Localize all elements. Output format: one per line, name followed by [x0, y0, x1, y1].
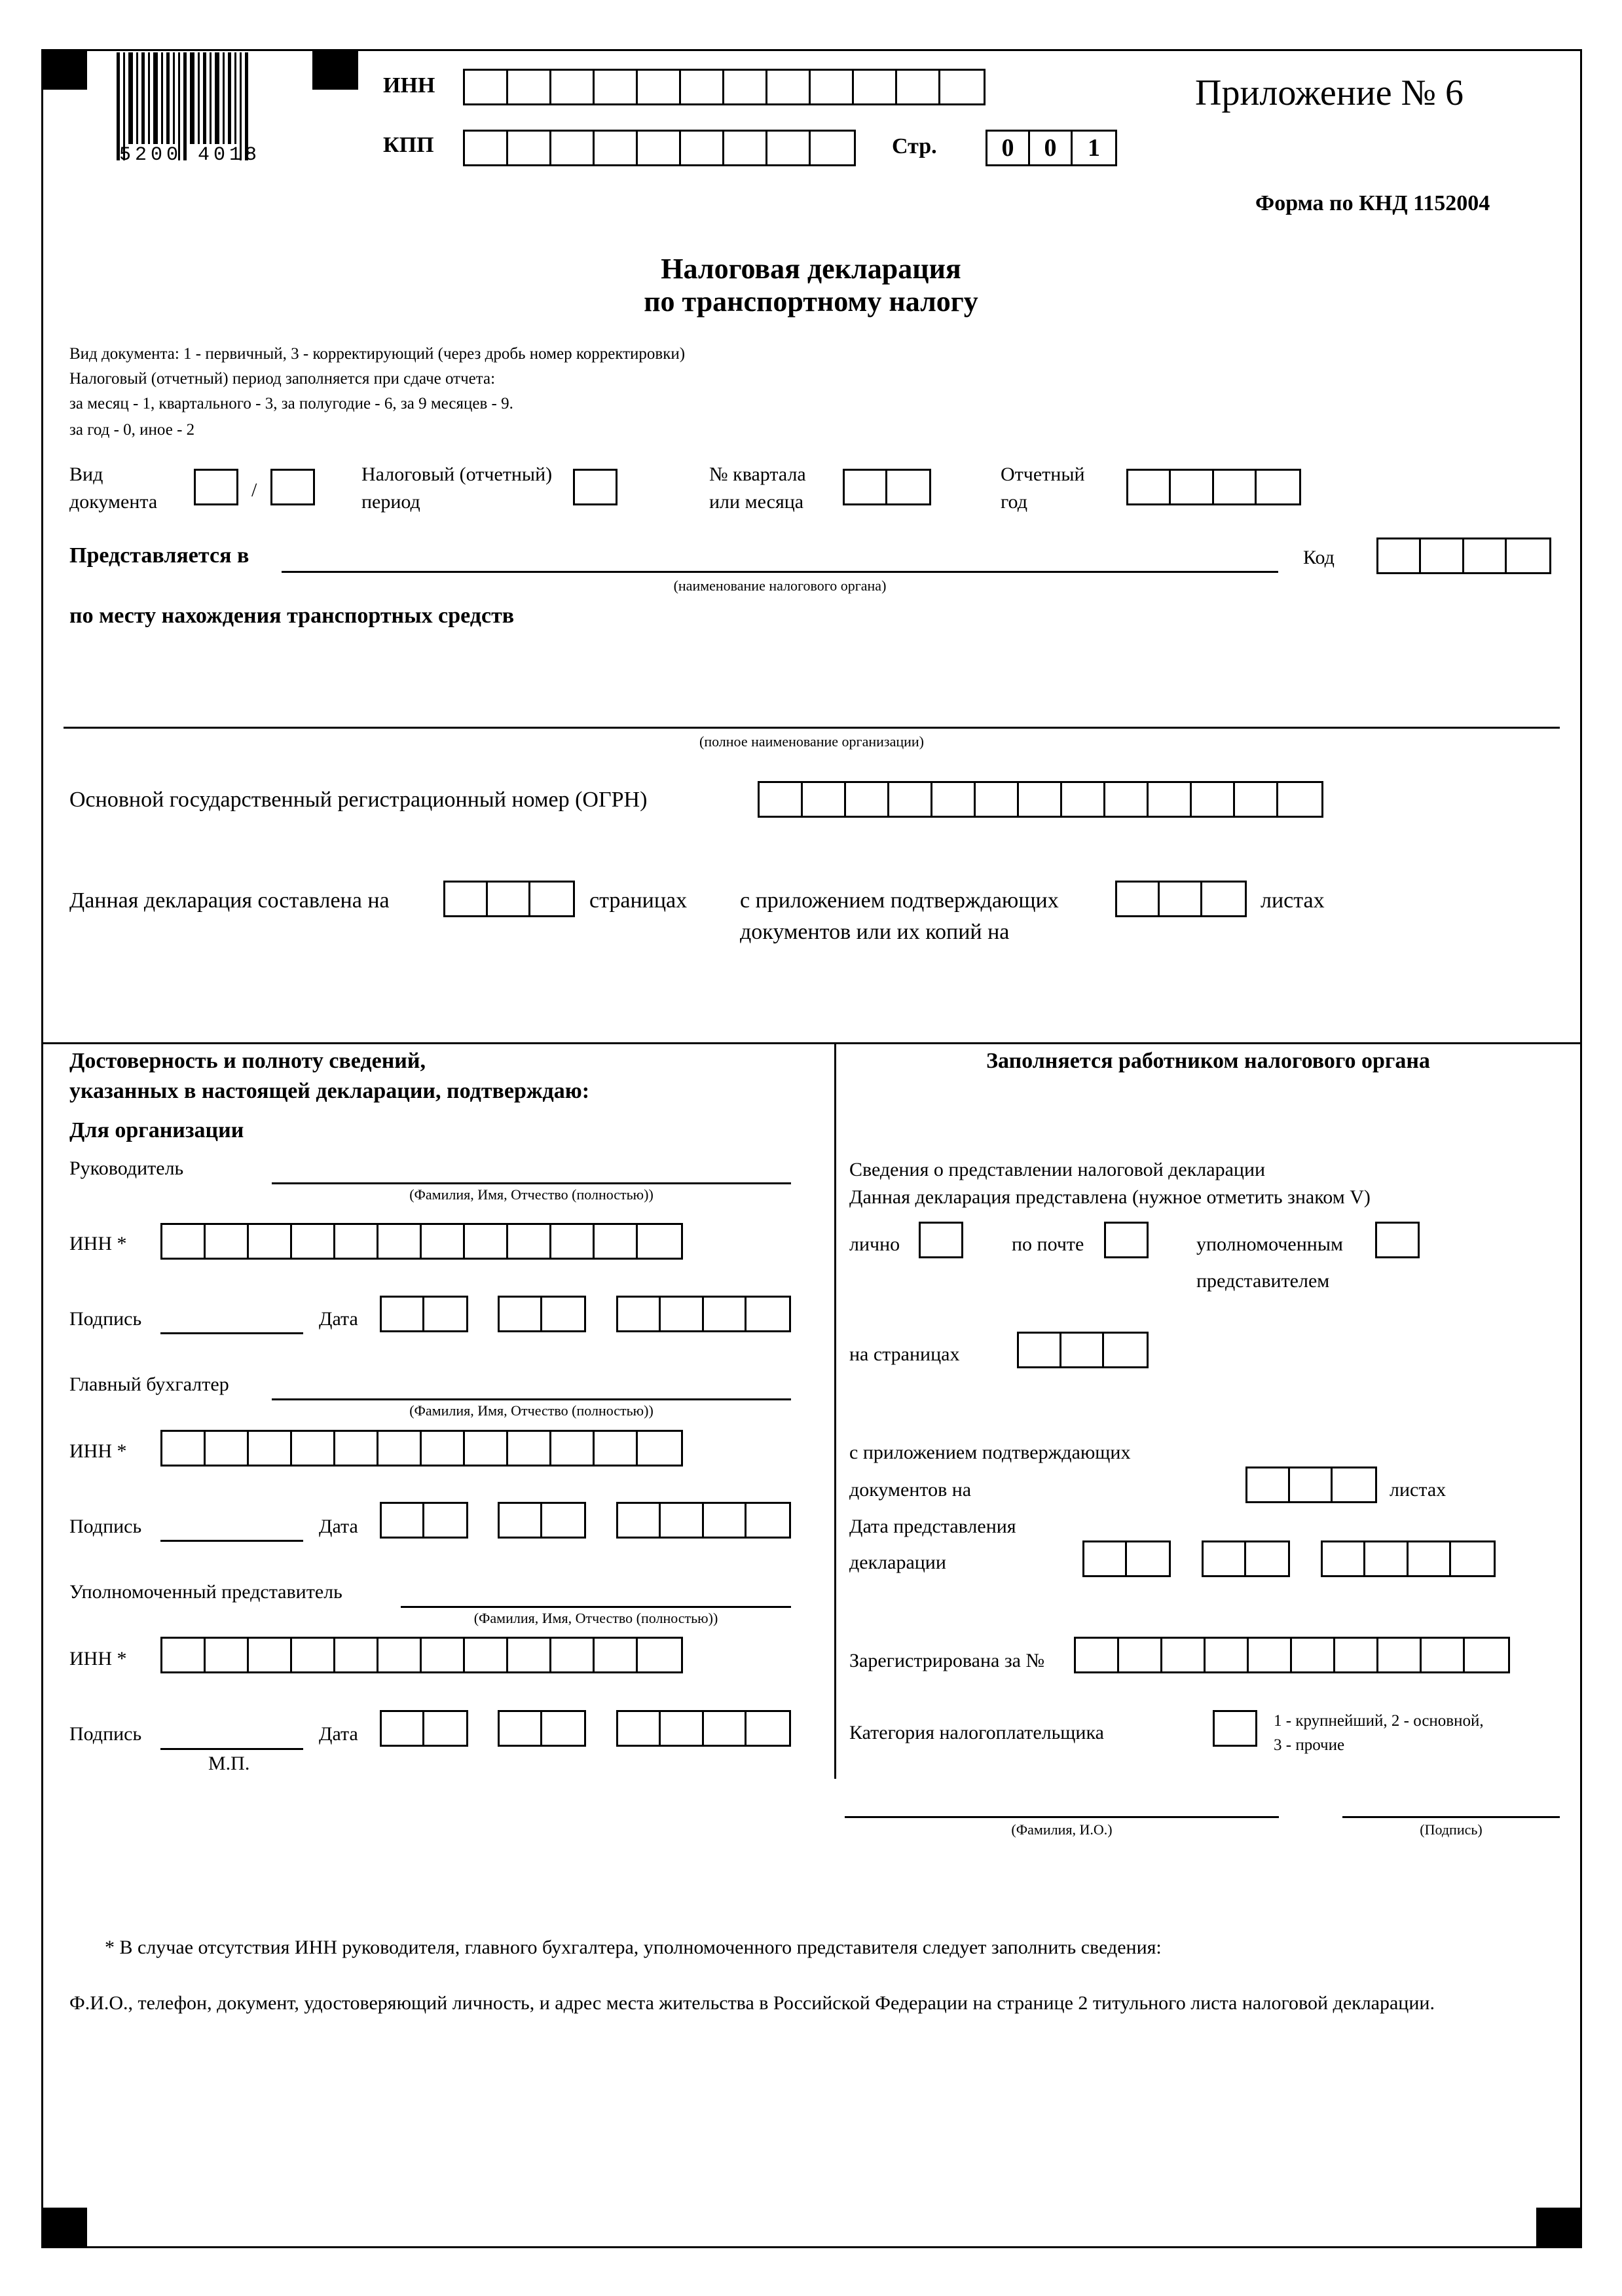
registration-number-cells[interactable] — [1074, 1637, 1510, 1673]
chief-accountant-date-month[interactable] — [498, 1502, 586, 1539]
representative-signature-input[interactable] — [160, 1748, 303, 1750]
head-date-day[interactable] — [380, 1296, 468, 1332]
representative-date-year[interactable] — [616, 1710, 791, 1747]
authorized-label: уполномоченным — [1196, 1233, 1343, 1255]
tax-attach-label: с приложением подтверждающих — [849, 1442, 1131, 1463]
representative-label: Уполномоченный представитель — [69, 1581, 342, 1603]
chief-accountant-signature-input[interactable] — [160, 1540, 303, 1542]
section-divider — [41, 1042, 1582, 1044]
chief-accountant-date-label: Дата — [319, 1516, 358, 1537]
corner-marker-top-center — [312, 49, 358, 90]
inn-label: ИНН — [383, 73, 435, 98]
doc-type-label: Вид — [69, 464, 103, 485]
head-date-label: Дата — [319, 1308, 358, 1330]
page-title: Налоговая декларация — [661, 253, 961, 285]
by-mail-label: по почте — [1012, 1233, 1084, 1255]
tax-org-hint: (наименование налогового органа) — [673, 577, 887, 594]
representative-date-month[interactable] — [498, 1710, 586, 1747]
on-pages-cells[interactable] — [1017, 1332, 1149, 1368]
submission-date-month[interactable] — [1202, 1540, 1290, 1577]
category-hint-2: 3 - прочие — [1274, 1736, 1345, 1754]
note-line: за год - 0, иное - 2 — [69, 421, 195, 439]
by-mail-checkbox[interactable] — [1104, 1222, 1149, 1258]
inn-cells[interactable] — [463, 69, 986, 105]
confirm-label: Достоверность и полноту сведений, — [69, 1049, 426, 1073]
correction-number-cell[interactable] — [270, 469, 315, 505]
year-label: Отчетный — [1001, 464, 1085, 485]
chief-accountant-date-day[interactable] — [380, 1502, 468, 1539]
representative-inn-cells[interactable] — [160, 1637, 683, 1673]
head-label: Руководитель — [69, 1157, 184, 1179]
period-label-2: период — [361, 491, 420, 513]
for-org-label: Для организации — [69, 1118, 244, 1142]
quarter-label-2: или месяца — [709, 491, 804, 513]
page-label: Стр. — [892, 134, 937, 158]
tax-office-section-title: Заполняется работником налогового органа — [986, 1049, 1430, 1073]
doc-type-slash: / — [251, 479, 257, 501]
in-person-checkbox[interactable] — [919, 1222, 963, 1258]
corner-marker-bottom-left — [41, 2208, 87, 2248]
location-label: по месту нахождения транспортных средств — [69, 604, 515, 628]
period-label: Налоговый (отчетный) — [361, 464, 553, 485]
ogrn-cells[interactable] — [758, 781, 1323, 818]
page-digit: 0 — [987, 132, 1030, 164]
chief-accountant-date-year[interactable] — [616, 1502, 791, 1539]
submission-date-label-2: декларации — [849, 1552, 946, 1573]
authorized-label-2: представителем — [1196, 1270, 1330, 1292]
attach-sheets-cells[interactable] — [1115, 881, 1247, 917]
column-divider — [834, 1044, 836, 1779]
category-cell[interactable] — [1213, 1710, 1257, 1747]
pages-label: Данная декларация составлена на — [69, 888, 390, 913]
doc-type-cell[interactable] — [194, 469, 238, 505]
corner-marker-bottom-right — [1536, 2208, 1582, 2248]
quarter-cells[interactable] — [843, 469, 931, 505]
tax-org-code-cells[interactable] — [1376, 538, 1551, 574]
appendix-label: Приложение № 6 — [1195, 73, 1464, 113]
submission-info-label: Сведения о представлении налоговой декларации — [849, 1159, 1266, 1180]
tax-attach-label-2: документов на — [849, 1479, 972, 1501]
kpp-cells[interactable] — [463, 130, 856, 166]
category-hint: 1 - крупнейший, 2 - основной, — [1274, 1712, 1484, 1730]
head-inn-cells[interactable] — [160, 1223, 683, 1260]
head-fio-hint: (Фамилия, Имя, Отчество (полностью)) — [409, 1186, 654, 1203]
barcode-number: 5200 4018 — [119, 144, 261, 166]
pages-count-cells[interactable] — [443, 881, 575, 917]
representative-signature-label: Подпись — [69, 1723, 142, 1745]
year-label-2: год — [1001, 491, 1027, 513]
head-inn-label: ИНН * — [69, 1233, 127, 1254]
code-label: Код — [1303, 547, 1335, 568]
officer-fio-input[interactable] — [845, 1816, 1279, 1818]
corner-marker-top-left — [41, 49, 87, 90]
representative-fio-hint: (Фамилия, Имя, Отчество (полностью)) — [473, 1610, 718, 1626]
org-name-hint: (полное наименование организации) — [699, 733, 924, 750]
confirm-label-2: указанных в настоящей декларации, подтверждаю: — [69, 1079, 590, 1103]
category-label: Категория налогоплательщика — [849, 1722, 1104, 1743]
representative-date-label: Дата — [319, 1723, 358, 1745]
head-signature-input[interactable] — [160, 1332, 303, 1334]
tax-sheets-label: листах — [1390, 1479, 1447, 1501]
note-line: за месяц - 1, квартального - 3, за полугодие - 6, за 9 месяцев - 9. — [69, 395, 513, 412]
authorized-checkbox[interactable] — [1375, 1222, 1420, 1258]
on-pages-label: на страницах — [849, 1343, 960, 1365]
attach-label: с приложением подтверждающих — [740, 888, 1059, 913]
page-subtitle: по транспортному налогу — [644, 285, 978, 318]
chief-accountant-fio-input[interactable] — [272, 1398, 791, 1400]
chief-accountant-label: Главный бухгалтер — [69, 1374, 229, 1395]
officer-signature-input[interactable] — [1342, 1816, 1560, 1818]
period-cell[interactable] — [573, 469, 617, 505]
footnote-line: * В случае отсутствия ИНН руководителя, главного бухгалтера, уполномоченного представителя следует заполнить сведения: — [105, 1937, 1162, 1958]
submission-date-label: Дата представления — [849, 1516, 1016, 1537]
stamp-place-label: М.П. — [208, 1753, 250, 1774]
chief-accountant-inn-label: ИНН * — [69, 1440, 127, 1462]
submitted-to-label: Представляется в — [69, 543, 249, 568]
chief-accountant-signature-label: Подпись — [69, 1516, 142, 1537]
head-signature-label: Подпись — [69, 1308, 142, 1330]
head-date-year[interactable] — [616, 1296, 791, 1332]
page-digit: 1 — [1088, 134, 1101, 162]
form-code: Форма по КНД 1152004 — [1255, 191, 1490, 215]
chief-accountant-inn-cells[interactable] — [160, 1430, 683, 1467]
pages-unit: страницах — [589, 888, 688, 913]
tax-org-input[interactable] — [282, 571, 1278, 573]
note-line: Налоговый (отчетный) период заполняется при сдаче отчета: — [69, 370, 496, 388]
doc-type-label-2: документа — [69, 491, 158, 513]
sheets-unit: листах — [1261, 888, 1325, 913]
attach-label-2: документов или их копий на — [740, 920, 1010, 944]
head-fio-input[interactable] — [272, 1182, 791, 1184]
head-date-month[interactable] — [498, 1296, 586, 1332]
kpp-label: КПП — [383, 133, 434, 157]
tax-attach-sheets-cells[interactable] — [1245, 1467, 1377, 1503]
representative-date-day[interactable] — [380, 1710, 468, 1747]
officer-fio-hint: (Фамилия, И.О.) — [1011, 1821, 1113, 1838]
submission-date-year[interactable] — [1321, 1540, 1496, 1577]
registration-label: Зарегистрирована за № — [849, 1650, 1045, 1671]
quarter-label: № квартала — [709, 464, 806, 485]
note-line: Вид документа: 1 - первичный, 3 - корректирующий (через дробь номер корректировки) — [69, 345, 686, 363]
org-name-input[interactable] — [64, 727, 1560, 729]
chief-accountant-fio-hint: (Фамилия, Имя, Отчество (полностью)) — [409, 1402, 654, 1419]
ogrn-label: Основной государственный регистрационный номер (ОГРН) — [69, 788, 648, 812]
footnote-line-2: Ф.И.О., телефон, документ, удостоверяющий личность, и адрес места жительства в Российской Федерации на странице 2 титульного листа налоговой декларации. — [69, 1992, 1435, 2014]
year-cells[interactable] — [1126, 469, 1301, 505]
submission-date-day[interactable] — [1082, 1540, 1171, 1577]
representative-fio-input[interactable] — [401, 1606, 791, 1608]
submission-info-label-2: Данная декларация представлена (нужное отметить знаком V) — [849, 1186, 1371, 1208]
page-number-cells — [986, 130, 1117, 166]
page-digit: 0 — [1030, 132, 1073, 164]
officer-signature-hint: (Подпись) — [1420, 1821, 1483, 1838]
in-person-label: лично — [849, 1233, 900, 1255]
representative-inn-label: ИНН * — [69, 1648, 127, 1669]
barcode — [105, 52, 288, 164]
